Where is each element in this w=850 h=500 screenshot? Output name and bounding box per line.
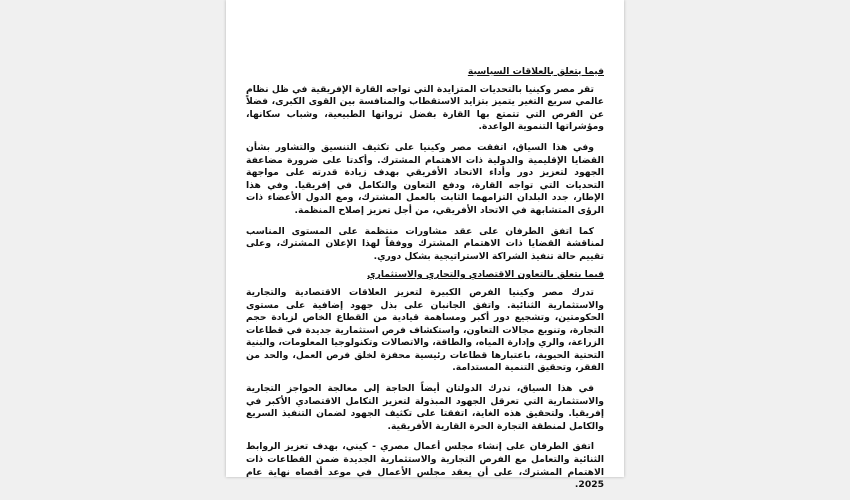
- document-page: [226, 0, 624, 491]
- paragraph: اتفق الطرفان على إنشاء مجلس أعمال مصري - كيني، بهدف تعزيز الروابط الثنائية والتعامل مع الفرص التجارية والاستثمارية الجديدة ضمن القطاعات ذات الاهتمام المشترك، على أن يعقد مجلس الأعمال في موعد أقصاه نهاية عام 2025.: [246, 441, 604, 491]
- paragraph: كما اتفق الطرفان على عقد مشاورات منتظمة على المستوى المناسب لمناقشة القضايا ذات الاهتمام المشترك ووفقاً لهذا الإعلان المشترك، وعلى تقييم حالة تنفيذ الشراكة الاستراتيجية بشكل دوري.: [246, 225, 604, 262]
- paragraph: تدرك مصر وكينيا الفرص الكبيرة لتعزيز العلاقات الاقتصادية والتجارية والاستثمارية الثنائية. واتفق الجانبان على بذل جهود إضافية على مستوى الحكومتين، وتشجيع دور أكبر ومساهمة قيادية من القطاع الخاص لزيادة حجم التجارة، وتنويع مجالات التعاون، واستكشاف فرص استثمارية جديدة في قطاعات الزراعة، والري وإدارة المياه، والطاقة، والاتصالات وتكنولوجيا المعلومات، والبنية التحتية الحيوية، باعتبارها قطاعات رئيسية محفزة لخلق فرص العمل، والحد من الفقر، وتحقيق التنمية المستدامة.: [246, 286, 604, 374]
- document-body: [246, 66, 604, 500]
- paragraph: في هذا السياق، تدرك الدولتان أيضاً الحاجة إلى معالجة الحواجز التجارية والاستثمارية التي تعرقل الجهود المبذولة لتعزيز التكامل الاقتصادي الأكبر في إفريقيا. ولتحقيق هذه الغاية، اتفقتا على تكثيف الجهود لضمان التنفيذ السريع والكامل لمنطقة التجارة الحرة القارية الأفريقية.: [246, 383, 604, 432]
- section-heading-economic: فيما يتعلق بالتعاون الاقتصادي والتجاري والاستثماري: [367, 269, 604, 281]
- paragraph: وفي هذا السياق، اتفقت مصر وكينيا على تكثيف التنسيق والتشاور بشأن القضايا الإقليمية والدولية ذات الاهتمام المشترك. وأكدتا على ضرورة مضاعفة الجهود لتعزيز دور وأداء الاتحاد الأفريقي بهدف زيادة قدرته على مواجهة التحديات التي تواجه القارة، ودفع التعاون والتكامل في إفريقيا. وفي هذا الإطار، جدد البلدان التزامهما الثابت بالعمل المشترك، ومع الدول الأعضاء ذات الرؤى المتشابهة في الاتحاد الأفريقي، من أجل تعزيز إصلاح المنظمة.: [246, 141, 604, 216]
- section-heading-political: فيما يتعلق بالعلاقات السياسية: [467, 66, 604, 77]
- paragraph: تقر مصر وكينيا بالتحديات المتزايدة التي تواجه القارة الإفريقية في ظل نظام عالمي سريع التغير يتميز بتزايد الاستقطاب والمنافسة بين القوى الكبرى، فضلاً عن الفرص التي تتمتع بها القارة بفضل ثرواتها الطبيعية، وشباب سكانها، ومؤشراتها التنموية الواعدة.: [246, 83, 604, 133]
